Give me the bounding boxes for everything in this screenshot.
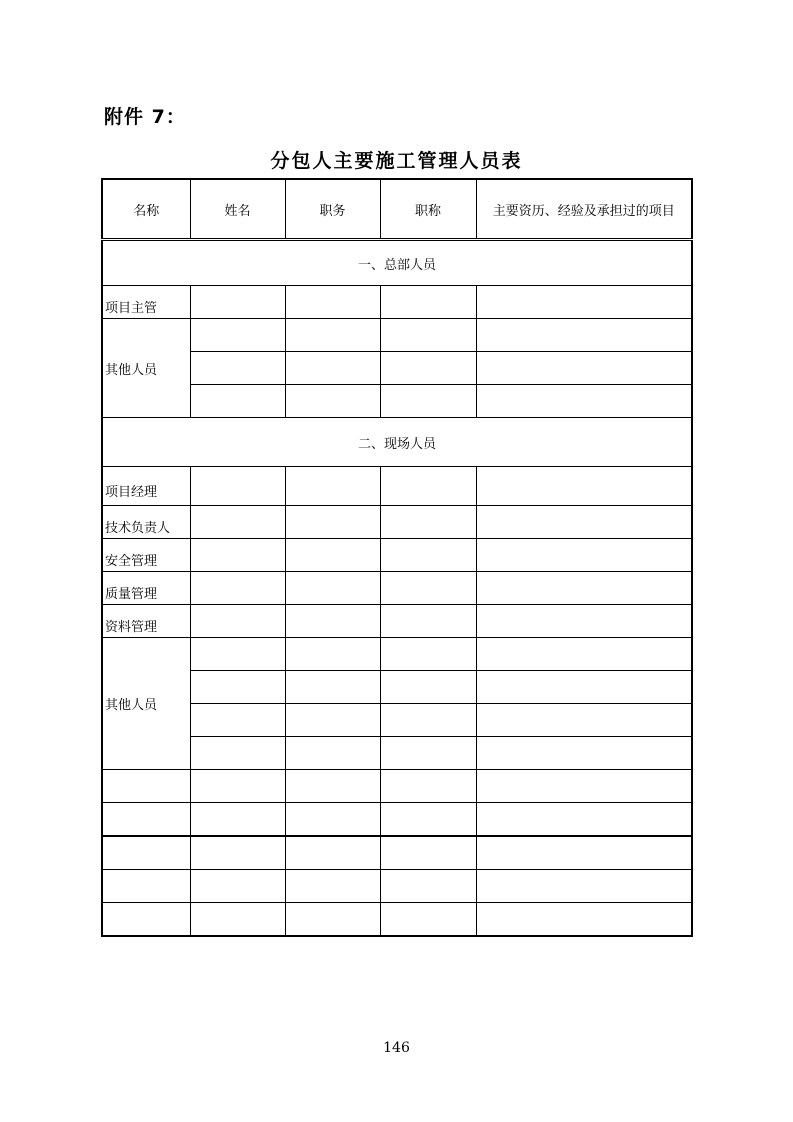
table-cell[interactable] [476, 803, 692, 837]
row-label: 质量管理 [102, 572, 190, 605]
table-cell[interactable] [476, 836, 692, 870]
table-cell[interactable] [476, 352, 692, 385]
table-row [102, 704, 692, 737]
table-cell[interactable] [190, 572, 285, 605]
header-person: 姓名 [190, 179, 285, 240]
table-cell[interactable] [380, 319, 476, 352]
table-cell[interactable] [476, 770, 692, 803]
page-title: 分包人主要施工管理人员表 [270, 150, 523, 172]
table-cell[interactable] [285, 704, 380, 737]
table-cell[interactable] [285, 352, 380, 385]
table-cell[interactable] [285, 803, 380, 837]
table-cell[interactable] [190, 836, 285, 870]
table-row [102, 903, 692, 937]
page-number: 146 [383, 1040, 410, 1056]
table-row [102, 737, 692, 770]
table-cell[interactable] [476, 467, 692, 506]
section-label-hq: 一、总部人员 [102, 240, 692, 286]
table-cell[interactable] [476, 605, 692, 638]
table-cell[interactable] [380, 671, 476, 704]
table-cell[interactable] [190, 704, 285, 737]
table-row [102, 467, 692, 506]
table-cell[interactable] [190, 638, 285, 671]
table-row [102, 506, 692, 539]
table-cell[interactable] [476, 638, 692, 671]
table-cell[interactable] [476, 572, 692, 605]
table-cell[interactable] [102, 870, 190, 903]
table-cell[interactable] [476, 737, 692, 770]
table-cell[interactable] [190, 385, 285, 418]
table-cell[interactable] [285, 836, 380, 870]
section-row [102, 418, 692, 467]
table-cell[interactable] [190, 506, 285, 539]
table-cell[interactable] [285, 467, 380, 506]
table-cell[interactable] [102, 803, 190, 837]
table-row [102, 671, 692, 704]
table-cell[interactable] [190, 770, 285, 803]
table-cell[interactable] [380, 638, 476, 671]
table-row [102, 572, 692, 605]
table-cell[interactable] [190, 286, 285, 319]
table-row [102, 319, 692, 352]
table-cell[interactable] [380, 352, 476, 385]
table-cell[interactable] [285, 737, 380, 770]
table-cell[interactable] [380, 903, 476, 937]
table-cell[interactable] [380, 539, 476, 572]
table-cell[interactable] [285, 539, 380, 572]
table-cell[interactable] [102, 836, 190, 870]
table-cell[interactable] [476, 870, 692, 903]
table-cell[interactable] [285, 286, 380, 319]
section-label-site: 二、现场人员 [102, 418, 692, 467]
table-cell[interactable] [476, 704, 692, 737]
table-cell[interactable] [190, 870, 285, 903]
table-cell[interactable] [190, 352, 285, 385]
table-cell[interactable] [380, 770, 476, 803]
header-experience: 主要资历、经验及承担过的项目 [476, 179, 692, 240]
row-label: 项目经理 [102, 467, 190, 506]
table-cell[interactable] [380, 803, 476, 837]
table-cell[interactable] [285, 319, 380, 352]
table-row [102, 638, 692, 671]
table-cell[interactable] [285, 870, 380, 903]
table-header-row [102, 179, 692, 240]
personnel-table [101, 178, 693, 937]
table-row [102, 286, 692, 319]
table-cell[interactable] [380, 286, 476, 319]
header-position: 职务 [285, 179, 380, 240]
table-cell[interactable] [190, 467, 285, 506]
table-cell[interactable] [380, 870, 476, 903]
row-label: 技术负责人 [102, 506, 190, 539]
table-row [102, 539, 692, 572]
table-cell[interactable] [285, 638, 380, 671]
table-cell[interactable] [476, 903, 692, 937]
section-row [102, 240, 692, 286]
table-cell[interactable] [102, 770, 190, 803]
table-cell[interactable] [476, 286, 692, 319]
annex-label: 附件 7： [104, 106, 186, 128]
table-cell[interactable] [285, 605, 380, 638]
header-name: 名称 [102, 179, 190, 240]
table-cell[interactable] [102, 903, 190, 937]
table-row [102, 385, 692, 418]
table-row [102, 870, 692, 903]
table-cell[interactable] [476, 319, 692, 352]
table-cell[interactable] [380, 737, 476, 770]
table-cell[interactable] [190, 903, 285, 937]
table-cell[interactable] [285, 572, 380, 605]
table-cell[interactable] [476, 539, 692, 572]
table-row [102, 770, 692, 803]
row-label: 其他人员 [102, 319, 190, 418]
row-label: 其他人员 [102, 638, 190, 770]
table-cell[interactable] [380, 506, 476, 539]
table-cell[interactable] [380, 605, 476, 638]
table-row [102, 836, 692, 870]
table-cell[interactable] [190, 737, 285, 770]
table-cell[interactable] [190, 539, 285, 572]
table-row [102, 352, 692, 385]
table-cell[interactable] [380, 704, 476, 737]
table-cell[interactable] [380, 836, 476, 870]
table-row [102, 803, 692, 837]
table-cell[interactable] [190, 319, 285, 352]
row-label: 项目主管 [102, 286, 190, 319]
table-cell[interactable] [380, 385, 476, 418]
table-cell[interactable] [285, 903, 380, 937]
table-cell[interactable] [285, 671, 380, 704]
table-cell[interactable] [285, 770, 380, 803]
table-cell[interactable] [476, 671, 692, 704]
row-label: 资料管理 [102, 605, 190, 638]
table-cell[interactable] [190, 605, 285, 638]
table-cell[interactable] [285, 506, 380, 539]
table-cell[interactable] [190, 671, 285, 704]
header-title: 职称 [380, 179, 476, 240]
row-label: 安全管理 [102, 539, 190, 572]
table-cell[interactable] [380, 572, 476, 605]
table-cell[interactable] [380, 467, 476, 506]
table-cell[interactable] [476, 506, 692, 539]
table-row [102, 605, 692, 638]
table-cell[interactable] [285, 385, 380, 418]
table-cell[interactable] [190, 803, 285, 837]
table-cell[interactable] [476, 385, 692, 418]
